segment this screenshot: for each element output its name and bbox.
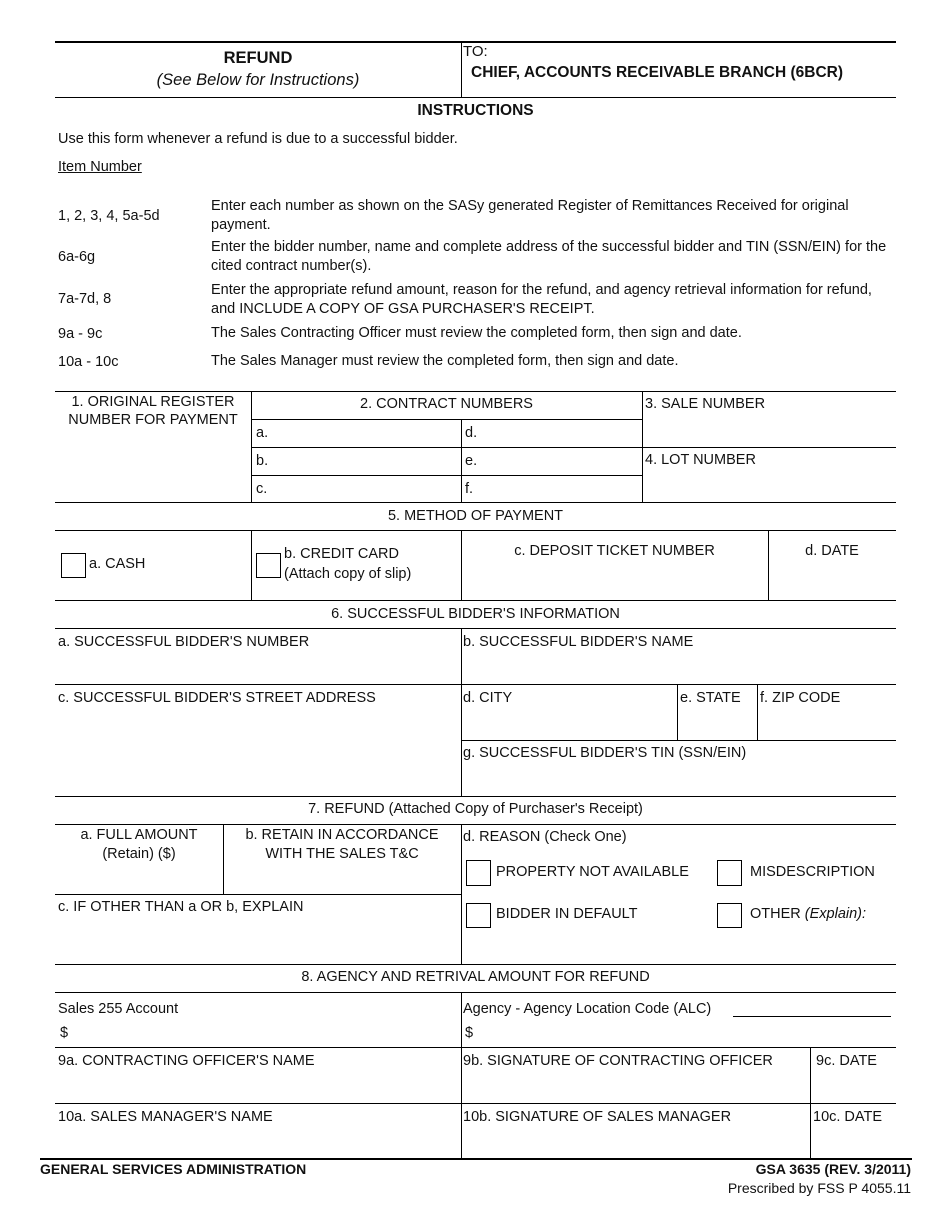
row-line <box>251 475 642 476</box>
sales-account-amount-input[interactable] <box>72 1022 458 1044</box>
instructions-heading: INSTRUCTIONS <box>417 102 534 119</box>
instructions-intro: Use this form whenever a refund is due to a successful bidder. <box>58 131 458 147</box>
sales-manager-date-label: 10c. DATE <box>813 1109 883 1125</box>
bidder-number-label: a. SUCCESSFUL BIDDER'S NUMBER <box>58 634 310 650</box>
agency-dollar: $ <box>465 1025 474 1041</box>
header-bottom-border <box>55 97 896 98</box>
instruction-text: The Sales Manager must review the completed form, then sign and date. <box>211 353 679 369</box>
credit-card-checkbox[interactable] <box>256 553 281 578</box>
row-line <box>55 530 896 531</box>
instruction-text: Enter the appropriate refund amount, reason for the refund, and agency retrieval information for refund, and INCLUDE A COPY OF GSA PURCHASER'S RECEIPT. <box>211 282 872 317</box>
other-label <box>750 906 866 923</box>
footer-border <box>40 1158 912 1160</box>
instruction-num: 1, 2, 3, 4, 5a-5d <box>58 208 160 224</box>
row-line <box>55 684 896 685</box>
property-not-available-checkbox[interactable] <box>466 860 491 886</box>
full-amount-label: a. FULL AMOUNT <box>80 827 198 843</box>
to-label: TO: <box>463 43 488 60</box>
divider <box>677 684 678 740</box>
full-amount-sublabel: (Retain) ($) <box>102 846 176 862</box>
contract-number-f-input[interactable] <box>481 477 639 501</box>
alc-input[interactable] <box>735 996 891 1016</box>
cash-checkbox[interactable] <box>61 553 86 578</box>
contract-letter-b: b. <box>256 453 269 469</box>
to-recipient: CHIEF, ACCOUNTS RECEIVABLE BRANCH (6BCR) <box>471 64 844 81</box>
instruction-text: The Sales Contracting Officer must review the completed form, then sign and date. <box>211 325 742 341</box>
section1-top-border <box>55 391 896 392</box>
other-checkbox[interactable] <box>717 903 742 928</box>
agency-alc-label: Agency - Agency Location Code (ALC) <box>463 1001 712 1017</box>
agency-amount-input[interactable] <box>477 1022 892 1044</box>
original-register-input[interactable] <box>58 438 248 498</box>
divider <box>251 530 252 600</box>
contracting-officer-date-input[interactable] <box>813 1073 893 1099</box>
divider <box>768 530 769 600</box>
instruction-text: Enter each number as shown on the SASy generated Register of Remittances Received for original payment. <box>211 198 849 233</box>
retain-amount-input[interactable] <box>226 866 458 892</box>
contract-number-b-input[interactable] <box>272 449 458 473</box>
row-line <box>55 628 896 629</box>
other-explain-text: (Explain): <box>804 906 867 922</box>
form-title: REFUND <box>223 49 293 67</box>
divider <box>461 992 462 1158</box>
city-label: d. CITY <box>463 690 513 706</box>
credit-card-label: b. CREDIT CARD <box>284 546 399 562</box>
instruction-num: 10a - 10c <box>58 354 119 370</box>
sale-number-input[interactable] <box>646 418 892 444</box>
bidder-info-heading: 6. SUCCESSFUL BIDDER'S INFORMATION <box>331 606 620 622</box>
contract-numbers-label: 2. CONTRACT NUMBERS <box>360 396 533 412</box>
row-line <box>461 740 896 741</box>
contract-letter-c: c. <box>256 481 268 497</box>
prescribed-by: Prescribed by FSS P 4055.11 <box>727 1180 911 1196</box>
contracting-officer-signature-label: 9b. SIGNATURE OF CONTRACTING OFFICER <box>463 1053 773 1069</box>
deposit-ticket-label: c. DEPOSIT TICKET NUMBER <box>514 543 715 559</box>
section1-bottom-border <box>55 502 896 503</box>
state-label: e. STATE <box>680 690 741 706</box>
payment-date-label: d. DATE <box>805 543 859 559</box>
bidder-name-input[interactable] <box>465 654 893 680</box>
cash-label: a. CASH <box>89 556 146 572</box>
divider <box>461 419 462 502</box>
street-address-label: c. SUCCESSFUL BIDDER'S STREET ADDRESS <box>58 690 376 706</box>
sales-account-dollar: $ <box>60 1025 69 1041</box>
tin-input[interactable] <box>465 765 893 793</box>
divider <box>461 628 462 796</box>
instruction-num: 7a-7d, 8 <box>58 291 112 307</box>
bidder-default-label: BIDDER IN DEFAULT <box>496 906 638 922</box>
full-amount-input[interactable] <box>58 866 220 892</box>
zip-input[interactable] <box>760 710 893 736</box>
sales-manager-date-input[interactable] <box>813 1129 893 1155</box>
tin-label: g. SUCCESSFUL BIDDER'S TIN (SSN/EIN) <box>463 745 747 761</box>
city-input[interactable] <box>465 710 674 736</box>
contracting-officer-name-label: 9a. CONTRACTING OFFICER'S NAME <box>58 1053 315 1069</box>
deposit-ticket-input[interactable] <box>466 566 764 594</box>
sales-manager-name-input[interactable] <box>58 1129 458 1155</box>
contracting-officer-name-input[interactable] <box>58 1073 458 1099</box>
sales-manager-name-label: 10a. SALES MANAGER'S NAME <box>58 1109 273 1125</box>
retain-label: b. RETAIN IN ACCORDANCE <box>245 827 439 843</box>
instruction-num: 9a - 9c <box>58 326 103 342</box>
row-line <box>55 992 896 993</box>
row-line <box>55 1103 896 1104</box>
row-line <box>55 1047 896 1048</box>
retain-sublabel: WITH THE SALES T&C <box>265 846 419 862</box>
property-not-available-label: PROPERTY NOT AVAILABLE <box>496 864 689 880</box>
item-number-label: Item Number <box>58 159 142 175</box>
row-line <box>55 796 896 797</box>
sales-account-label: Sales 255 Account <box>58 1001 179 1017</box>
contract-number-a-input[interactable] <box>272 421 458 445</box>
payment-date-input[interactable] <box>772 566 892 594</box>
original-register-label: 1. ORIGINAL REGISTER NUMBER FOR PAYMENT <box>68 394 238 428</box>
street-address-input[interactable] <box>58 710 458 790</box>
lot-number-input[interactable] <box>646 474 892 500</box>
divider <box>461 530 462 600</box>
sales-manager-signature-label: 10b. SIGNATURE OF SALES MANAGER <box>463 1109 732 1125</box>
sale-number-label: 3. SALE NUMBER <box>645 396 766 412</box>
contract-number-c-input[interactable] <box>272 477 458 501</box>
row-line <box>251 447 896 448</box>
agency-heading: 8. AGENCY AND RETRIVAL AMOUNT FOR REFUND <box>301 969 650 985</box>
divider <box>461 824 462 964</box>
contract-letter-d: d. <box>465 425 478 441</box>
method-of-payment-heading: 5. METHOD OF PAYMENT <box>387 508 564 524</box>
contracting-officer-date-label: 9c. DATE <box>816 1053 877 1069</box>
bidder-name-label: b. SUCCESSFUL BIDDER'S NAME <box>463 634 694 650</box>
lot-number-label: 4. LOT NUMBER <box>645 452 756 468</box>
form-subtitle: (See Below for Instructions) <box>156 71 360 89</box>
bidder-number-input[interactable] <box>58 654 458 680</box>
alc-underline <box>733 1016 891 1017</box>
row-line <box>55 894 461 895</box>
misdescription-label: MISDESCRIPTION <box>750 864 875 880</box>
row-line <box>55 824 896 825</box>
explain-input[interactable] <box>58 920 458 960</box>
sales-manager-signature-input[interactable] <box>465 1129 807 1155</box>
row-line <box>55 600 896 601</box>
contract-letter-f: f. <box>465 481 474 497</box>
contracting-officer-signature-input[interactable] <box>465 1073 807 1099</box>
form-number: GSA 3635 (REV. 3/2011) <box>755 1161 911 1177</box>
refund-heading: 7. REFUND (Attached Copy of Purchaser's Receipt) <box>308 801 643 817</box>
divider <box>757 684 758 740</box>
row-line <box>55 964 896 965</box>
contract-letter-e: e. <box>465 453 478 469</box>
header-divider <box>461 42 462 97</box>
state-input[interactable] <box>680 710 754 736</box>
misdescription-checkbox[interactable] <box>717 860 742 886</box>
explain-label: c. IF OTHER THAN a OR b, EXPLAIN <box>58 899 304 915</box>
contract-number-d-input[interactable] <box>481 421 639 445</box>
instruction-text: Enter the bidder number, name and complete address of the successful bidder and TIN (SSN/EIN) for the cited contract number(s). <box>211 239 887 274</box>
bidder-default-checkbox[interactable] <box>466 903 491 928</box>
agency-name: GENERAL SERVICES ADMINISTRATION <box>40 1161 307 1177</box>
zip-label: f. ZIP CODE <box>760 690 841 706</box>
reason-label: d. REASON (Check One) <box>463 829 627 845</box>
contract-letter-a: a. <box>256 425 269 441</box>
other-label-text: OTHER <box>750 906 801 922</box>
credit-card-note: (Attach copy of slip) <box>284 566 412 582</box>
contract-number-e-input[interactable] <box>481 449 639 473</box>
instruction-num: 6a-6g <box>58 249 96 265</box>
row-line <box>251 419 642 420</box>
